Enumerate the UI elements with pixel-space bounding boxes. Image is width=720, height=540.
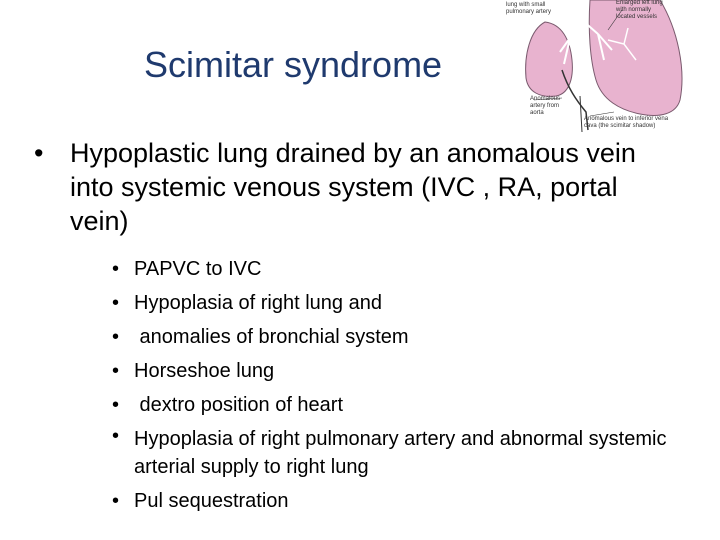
bullet-dot: •	[112, 292, 120, 314]
label-bottom-left: Anomalous artery from aorta	[530, 96, 561, 116]
list-item-text: Horseshoe lung	[134, 360, 275, 382]
label-bottom-right: Anomalous vein to inferior vena cava (the scimitar shadow)	[584, 116, 669, 129]
list-item	[112, 422, 672, 484]
bullet-dot: •	[112, 490, 120, 512]
list-item	[112, 286, 672, 320]
list-item	[112, 484, 672, 518]
scimitar-diagram	[490, 0, 710, 134]
bullet-dot: •	[112, 326, 120, 348]
bullet-dot: •	[112, 360, 120, 382]
bullet-dot: •	[112, 258, 120, 280]
list-item-text: Hypoplasia of right lung and	[134, 292, 382, 314]
lung-illustration	[490, 0, 710, 134]
list-item-text: anomalies of bronchial system	[134, 326, 409, 348]
list-item-text: dextro position of heart	[134, 394, 344, 416]
label-top-left: lung with small pulmonary artery	[506, 2, 552, 15]
list-item-text: Hypoplasia of right pulmonary artery and abnormal systemic arterial supply to right lung	[134, 428, 667, 478]
list-item	[112, 354, 672, 388]
bullet-dot: •	[112, 425, 120, 447]
main-bullet-text: Hypoplastic lung drained by an anomalous vein into systemic venous system (IVC , RA, portal vein)	[70, 138, 636, 236]
bullet-dot: •	[112, 394, 120, 416]
list-item-text: PAPVC to IVC	[134, 258, 262, 280]
slide-title: Scimitar syndrome	[144, 44, 443, 85]
label-top-right: Enlarged left lung with normally located vessels	[616, 0, 663, 20]
list-item	[112, 388, 672, 422]
anomalous-artery	[580, 96, 582, 132]
list-item-text: Pul sequestration	[134, 490, 289, 512]
sub-bullet-list	[112, 252, 672, 518]
list-item	[112, 320, 672, 354]
list-item	[112, 252, 672, 286]
bullet-dot: •	[34, 138, 44, 168]
